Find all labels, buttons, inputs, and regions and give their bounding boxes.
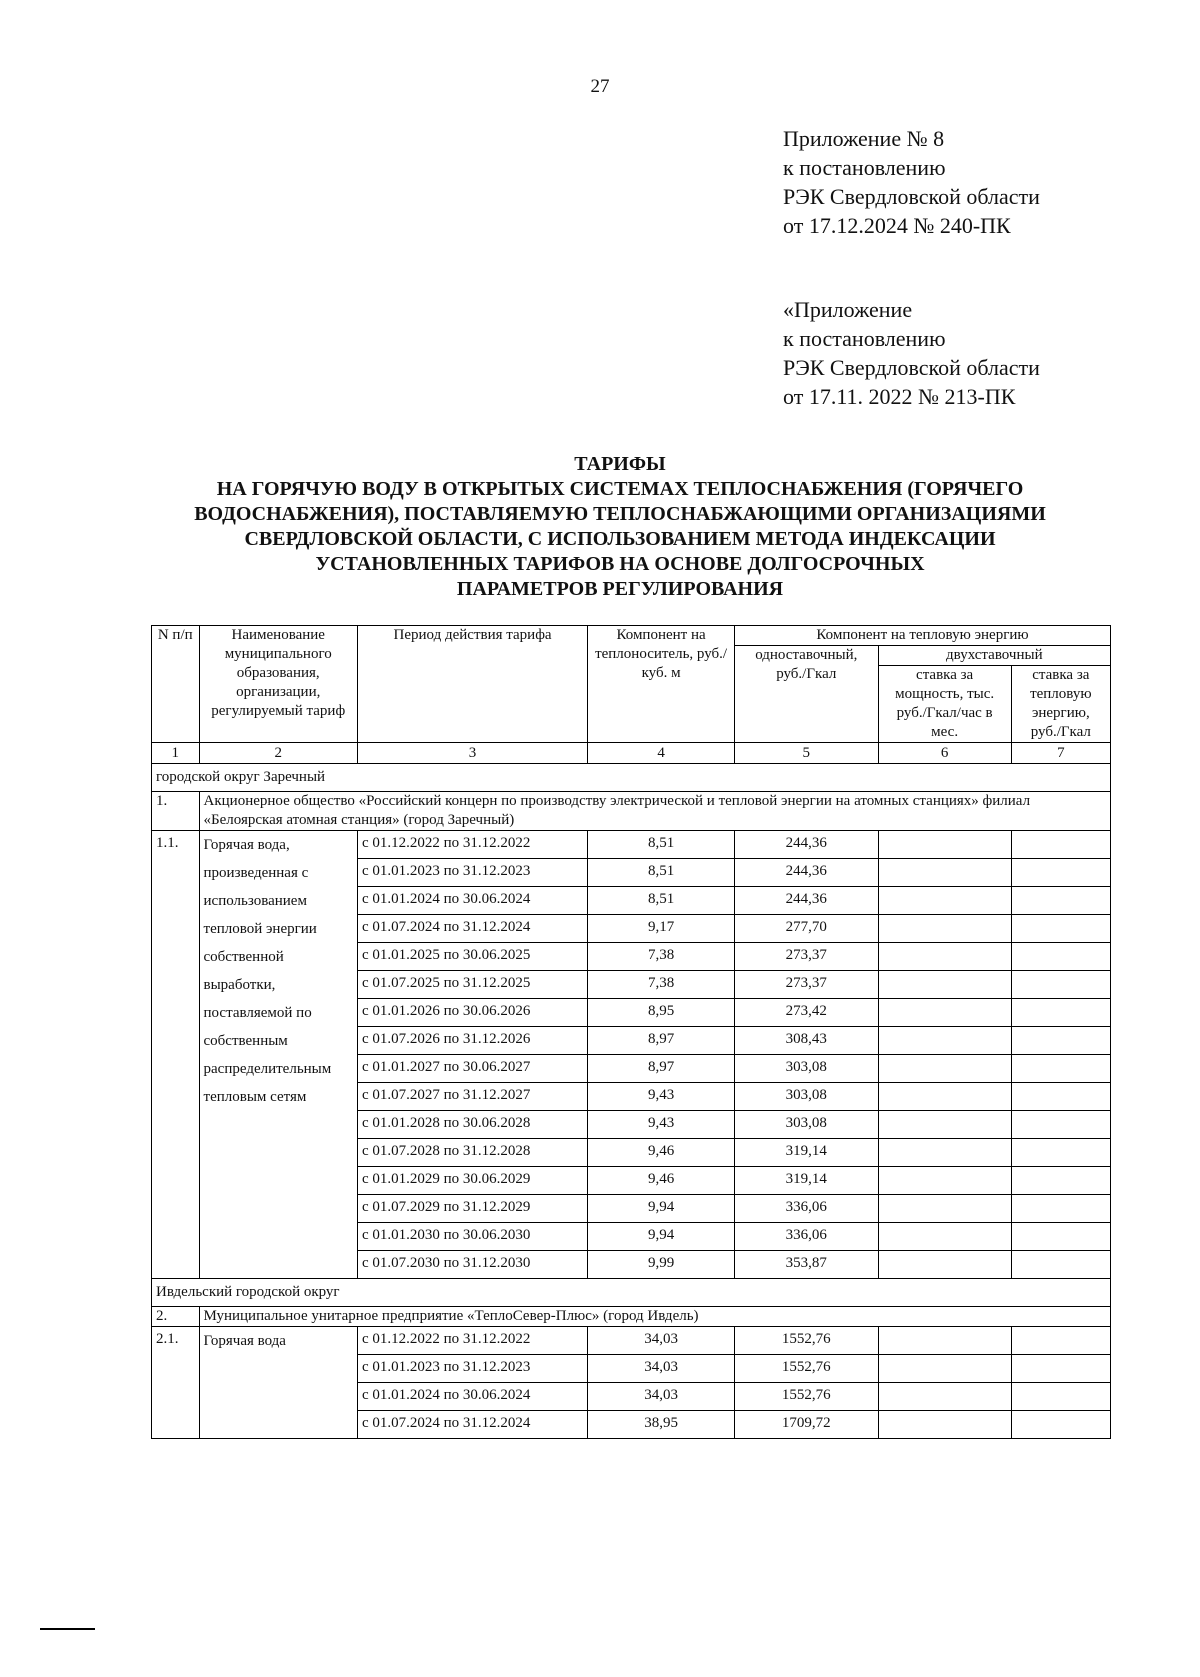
capacity-rate — [878, 943, 1011, 971]
tariff-period: с 01.01.2023 по 31.12.2023 — [357, 1355, 587, 1383]
single-rate: 1709,72 — [734, 1411, 878, 1439]
energy-rate — [1011, 943, 1110, 971]
energy-rate — [1011, 915, 1110, 943]
carrier-rate: 9,17 — [588, 915, 735, 943]
carrier-rate: 9,46 — [588, 1139, 735, 1167]
item-description-line: тепловой энергии — [203, 921, 317, 937]
capacity-rate — [878, 1327, 1011, 1355]
column-number: 1 — [152, 743, 200, 764]
capacity-rate — [878, 887, 1011, 915]
tariff-period: с 01.01.2029 по 30.06.2029 — [357, 1167, 587, 1195]
single-rate: 244,36 — [734, 831, 878, 859]
section-row — [152, 1279, 1111, 1307]
carrier-rate: 9,94 — [588, 1195, 735, 1223]
tariff-period: с 01.01.2023 по 31.12.2023 — [357, 859, 587, 887]
item-description-line: использованием — [203, 893, 307, 909]
carrier-rate: 34,03 — [588, 1355, 735, 1383]
item-description-line: произведенная с — [203, 865, 309, 881]
capacity-rate — [878, 1111, 1011, 1139]
item-description-line: выработки, — [203, 977, 276, 993]
energy-rate — [1011, 971, 1110, 999]
tariff-period: с 01.01.2024 по 30.06.2024 — [357, 887, 587, 915]
title-line: ВОДОСНАБЖЕНИЯ), ПОСТАВЛЯЕМУЮ ТЕПЛОСНАБЖАЮЩИМИ ОРГАНИЗАЦИЯМИ — [194, 503, 1046, 525]
org-number: 2. — [152, 1307, 200, 1327]
carrier-rate: 38,95 — [588, 1411, 735, 1439]
tariff-period: с 01.07.2024 по 31.12.2024 — [357, 1411, 587, 1439]
single-rate: 336,06 — [734, 1195, 878, 1223]
annex-current-reference — [783, 124, 1040, 240]
annex-line: к постановлению — [783, 326, 946, 351]
annex-previous-reference — [783, 295, 1040, 411]
single-rate: 303,08 — [734, 1083, 878, 1111]
item-description-line: тепловым сетям — [203, 1089, 307, 1105]
carrier-rate: 9,46 — [588, 1167, 735, 1195]
carrier-rate: 8,51 — [588, 859, 735, 887]
header-energy: ставка за тепловую энергию, руб./Гкал — [1011, 666, 1110, 743]
energy-rate — [1011, 831, 1110, 859]
header-single: одноставочный, руб./Гкал — [734, 646, 878, 743]
capacity-rate — [878, 1083, 1011, 1111]
capacity-rate — [878, 1055, 1011, 1083]
item-description-line: распределительным — [203, 1061, 332, 1077]
capacity-rate — [878, 831, 1011, 859]
energy-rate — [1011, 1327, 1110, 1355]
energy-rate — [1011, 1167, 1110, 1195]
energy-rate — [1011, 1195, 1110, 1223]
energy-rate — [1011, 1027, 1110, 1055]
annex-line: «Приложение — [783, 297, 913, 322]
annex-line: РЭК Свердловской области — [783, 184, 1040, 209]
header-carrier: Компонент на теплоноситель, руб./куб. м — [588, 626, 735, 743]
carrier-rate: 9,99 — [588, 1251, 735, 1279]
organization-row — [152, 792, 1111, 831]
org-name: Муниципальное унитарное предприятие «ТеплоСевер-Плюс» (город Ивдель) — [199, 1307, 1110, 1327]
energy-rate — [1011, 1355, 1110, 1383]
tariff-period: с 01.07.2030 по 31.12.2030 — [357, 1251, 587, 1279]
capacity-rate — [878, 1027, 1011, 1055]
capacity-rate — [878, 915, 1011, 943]
single-rate: 1552,76 — [734, 1355, 878, 1383]
single-rate: 303,08 — [734, 1055, 878, 1083]
energy-rate — [1011, 1139, 1110, 1167]
capacity-rate — [878, 1411, 1011, 1439]
item-description-line: поставляемой по — [203, 1005, 312, 1021]
column-number-row — [152, 743, 1111, 764]
title-line: УСТАНОВЛЕННЫХ ТАРИФОВ НА ОСНОВЕ ДОЛГОСРОЧНЫХ — [315, 553, 925, 575]
org-number: 1. — [152, 792, 200, 831]
tariff-period: с 01.01.2024 по 30.06.2024 — [357, 1383, 587, 1411]
item-description-line: Горячая вода, — [203, 837, 290, 853]
header-num: N п/п — [152, 626, 200, 743]
column-number: 4 — [588, 743, 735, 764]
single-rate: 319,14 — [734, 1139, 878, 1167]
capacity-rate — [878, 971, 1011, 999]
header-heat: Компонент на тепловую энергию — [734, 626, 1110, 646]
carrier-rate: 8,97 — [588, 1027, 735, 1055]
single-rate: 319,14 — [734, 1167, 878, 1195]
column-number: 3 — [357, 743, 587, 764]
tariff-period: с 01.07.2024 по 31.12.2024 — [357, 915, 587, 943]
energy-rate — [1011, 1055, 1110, 1083]
header-capacity: ставка за мощность, тыс. руб./Гкал/час в мес. — [878, 666, 1011, 743]
tariff-table — [151, 625, 1111, 1439]
single-rate: 308,43 — [734, 1027, 878, 1055]
carrier-rate: 34,03 — [588, 1327, 735, 1355]
item-description-line: собственной — [203, 949, 284, 965]
capacity-rate — [878, 1167, 1011, 1195]
tariff-period: с 01.01.2026 по 30.06.2026 — [357, 999, 587, 1027]
tariff-row — [152, 831, 1111, 859]
item-number: 1.1. — [152, 831, 200, 1279]
carrier-rate: 7,38 — [588, 943, 735, 971]
single-rate: 244,36 — [734, 859, 878, 887]
annex-line: РЭК Свердловской области — [783, 355, 1040, 380]
capacity-rate — [878, 859, 1011, 887]
document-title — [150, 452, 1090, 602]
item-description-line: Горячая вода — [203, 1333, 286, 1349]
carrier-rate: 34,03 — [588, 1383, 735, 1411]
header-double: двухставочный — [878, 646, 1110, 666]
energy-rate — [1011, 999, 1110, 1027]
tariff-period: с 01.07.2028 по 31.12.2028 — [357, 1139, 587, 1167]
carrier-rate: 8,51 — [588, 887, 735, 915]
title-line: ТАРИФЫ — [574, 453, 666, 475]
carrier-rate: 9,43 — [588, 1083, 735, 1111]
title-line: НА ГОРЯЧУЮ ВОДУ В ОТКРЫТЫХ СИСТЕМАХ ТЕПЛОСНАБЖЕНИЯ (ГОРЯЧЕГО — [216, 478, 1024, 500]
capacity-rate — [878, 1355, 1011, 1383]
energy-rate — [1011, 1251, 1110, 1279]
column-number: 2 — [199, 743, 357, 764]
title-line: ПАРАМЕТРОВ РЕГУЛИРОВАНИЯ — [456, 578, 784, 600]
item-description — [199, 1327, 357, 1439]
energy-rate — [1011, 1383, 1110, 1411]
section-name: Ивдельский городской округ — [152, 1279, 1111, 1307]
capacity-rate — [878, 1195, 1011, 1223]
annex-line: к постановлению — [783, 155, 946, 180]
header-row — [152, 626, 1111, 646]
annex-line: от 17.12.2024 № 240-ПК — [783, 213, 1011, 238]
energy-rate — [1011, 887, 1110, 915]
annex-line: от 17.11. 2022 № 213-ПК — [783, 384, 1016, 409]
single-rate: 244,36 — [734, 887, 878, 915]
footer-rule — [40, 1628, 95, 1630]
tariff-period: с 01.07.2025 по 31.12.2025 — [357, 971, 587, 999]
item-description-line: собственным — [203, 1033, 288, 1049]
carrier-rate: 9,94 — [588, 1223, 735, 1251]
carrier-rate: 7,38 — [588, 971, 735, 999]
organization-row — [152, 1307, 1111, 1327]
capacity-rate — [878, 1139, 1011, 1167]
single-rate: 1552,76 — [734, 1383, 878, 1411]
carrier-rate: 9,43 — [588, 1111, 735, 1139]
single-rate: 273,37 — [734, 971, 878, 999]
org-name: Акционерное общество «Российский концерн по производству электрической и тепловой энергии на атомных станциях» филиал «Белоярская атомная станция» (город Заречный) — [199, 792, 1110, 831]
tariff-period: с 01.01.2025 по 30.06.2025 — [357, 943, 587, 971]
single-rate: 336,06 — [734, 1223, 878, 1251]
capacity-rate — [878, 1251, 1011, 1279]
tariff-period: с 01.01.2028 по 30.06.2028 — [357, 1111, 587, 1139]
capacity-rate — [878, 1223, 1011, 1251]
annex-line: Приложение № 8 — [783, 126, 945, 151]
tariff-period: с 01.12.2022 по 31.12.2022 — [357, 1327, 587, 1355]
tariff-period: с 01.07.2027 по 31.12.2027 — [357, 1083, 587, 1111]
tariff-period: с 01.01.2027 по 30.06.2027 — [357, 1055, 587, 1083]
single-rate: 1552,76 — [734, 1327, 878, 1355]
energy-rate — [1011, 1411, 1110, 1439]
capacity-rate — [878, 999, 1011, 1027]
single-rate: 273,42 — [734, 999, 878, 1027]
column-number: 7 — [1011, 743, 1110, 764]
column-number: 5 — [734, 743, 878, 764]
single-rate: 353,87 — [734, 1251, 878, 1279]
section-row — [152, 764, 1111, 792]
energy-rate — [1011, 1223, 1110, 1251]
item-description — [199, 831, 357, 1279]
title-line: СВЕРДЛОВСКОЙ ОБЛАСТИ, С ИСПОЛЬЗОВАНИЕМ МЕТОДА ИНДЕКСАЦИИ — [244, 528, 996, 550]
carrier-rate: 8,97 — [588, 1055, 735, 1083]
single-rate: 303,08 — [734, 1111, 878, 1139]
tariff-period: с 01.01.2030 по 30.06.2030 — [357, 1223, 587, 1251]
header-name: Наименование муниципального образования, организации, регулируемый тариф — [199, 626, 357, 743]
item-number: 2.1. — [152, 1327, 200, 1439]
single-rate: 277,70 — [734, 915, 878, 943]
tariff-row — [152, 1327, 1111, 1355]
capacity-rate — [878, 1383, 1011, 1411]
tariff-period: с 01.12.2022 по 31.12.2022 — [357, 831, 587, 859]
energy-rate — [1011, 1083, 1110, 1111]
tariff-period: с 01.07.2029 по 31.12.2029 — [357, 1195, 587, 1223]
header-period: Период действия тарифа — [357, 626, 587, 743]
column-number: 6 — [878, 743, 1011, 764]
tariff-period: с 01.07.2026 по 31.12.2026 — [357, 1027, 587, 1055]
energy-rate — [1011, 859, 1110, 887]
energy-rate — [1011, 1111, 1110, 1139]
page-number: 27 — [590, 76, 610, 97]
carrier-rate: 8,95 — [588, 999, 735, 1027]
section-name: городской округ Заречный — [152, 764, 1111, 792]
single-rate: 273,37 — [734, 943, 878, 971]
carrier-rate: 8,51 — [588, 831, 735, 859]
